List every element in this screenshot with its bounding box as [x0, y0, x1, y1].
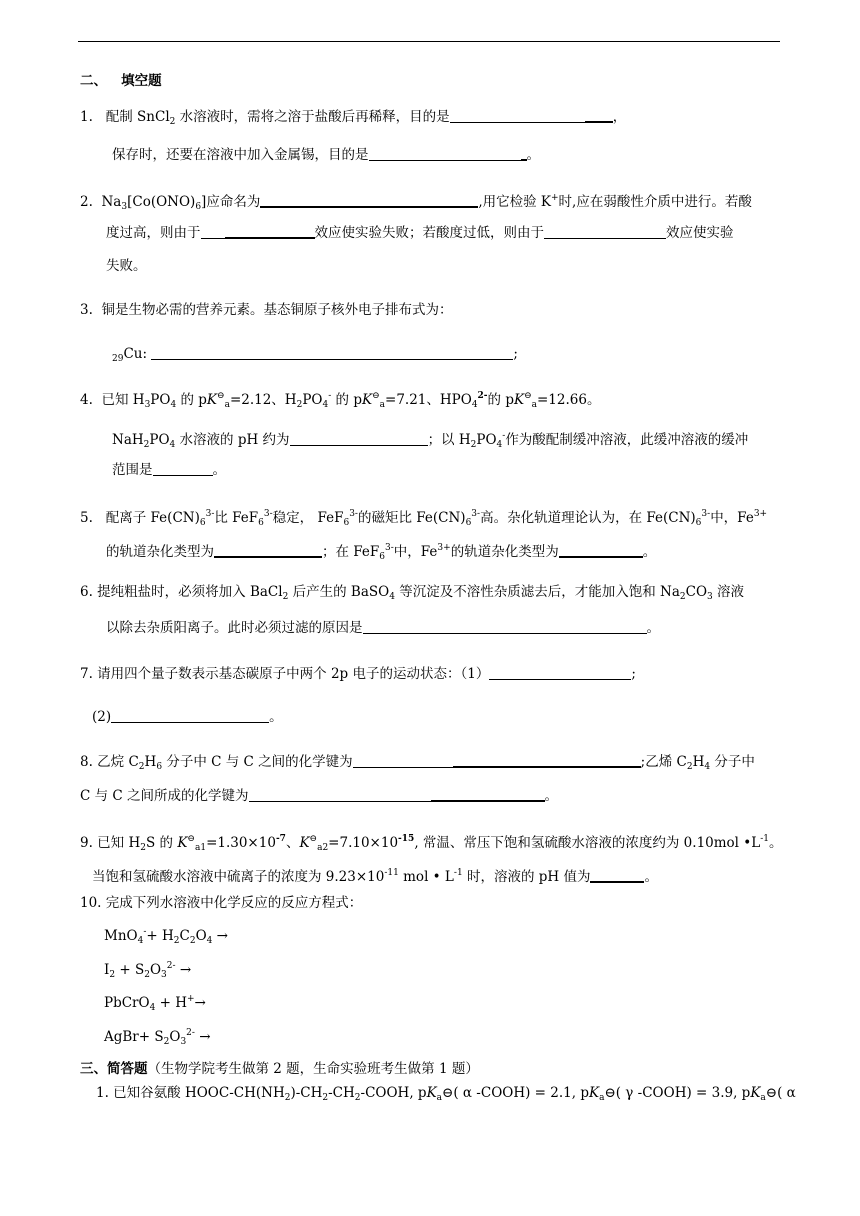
answer-blank[interactable]	[249, 787, 431, 802]
answer-blank[interactable]	[260, 192, 478, 208]
question-4-line-3: 范围是 。	[112, 462, 226, 478]
reaction-1: $MnO_4^-+ H_2C_2O_4$ →	[104, 927, 228, 946]
question-1-line-2: 保存时，还要在溶液中加入金属锡，目的是 。	[112, 147, 540, 163]
question-7-line-2: (2) 。	[92, 709, 283, 725]
reaction-4: AgBr+ $S_2O_3^{2-}$ →	[104, 1028, 211, 1047]
answer-blank[interactable]	[151, 345, 513, 360]
answer-blank[interactable]	[290, 431, 428, 446]
question-3-line-1: 3. 铜是生物必需的营养元素。基态铜原子核外电子排布式为：	[80, 302, 453, 318]
question-10-line-1: 10. 完成下列水溶液中化学反应的反应方程式：	[80, 895, 363, 911]
answer-blank[interactable]	[363, 619, 483, 634]
answer-blank[interactable]	[353, 753, 453, 768]
question-6-line-1: 6. 提纯粗盐时，必须将加入 BaCl$_2$ 后产生的 BaSO$_4$ 等沉淀及不溶性杂质滤去后，才能加入饱和 $Na_2CO_3$ 溶液	[80, 584, 745, 602]
reaction-3: PbCrO$_4$ + H+→	[104, 994, 206, 1013]
question-4-line-1: 4. 已知 $H_3PO_4$ 的 $pK^⊖_a=2.12$、$H_2PO_4^-$ 的 $pK^⊖_a=7.21$、$HPO_4^{2-}$的 $pK^⊖_a=12.66$。	[80, 391, 601, 410]
question-3-line-2: $_{29}$Cu: ;	[112, 346, 518, 364]
answer-blank[interactable]	[544, 224, 666, 239]
answer-blank[interactable]	[214, 542, 322, 558]
answer-blank[interactable]	[450, 108, 585, 123]
answer-blank[interactable]	[483, 619, 647, 634]
reaction-2: $I_2 + S_2O_3^{2-}$ →	[104, 961, 192, 980]
question-9-line-1: 9. 已知 $H_2S$ 的 $K^⊖_{a1}=1.30\times 10^{-7}$、$K^⊖_{a2}=7.10\times 10^{-15}$, 常温、常压下饱和氢硫酸水溶液的浓度约为 0.10mol $•L^{-1}$。	[80, 834, 783, 853]
question-2-line-2: 度过高，则由于 效应使实验失败；若酸度过低，则由于 效应使实验	[106, 225, 734, 241]
section-2-heading: 二、 填空题	[80, 73, 162, 89]
question-5-line-2: 的轨道杂化类型为 ；在 FeF$_6^{3-}$中，$Fe^{3+}$的轨道杂化类型为 。	[106, 543, 657, 562]
section-3-question-1: 1. 已知谷氨酸 HOOC-$CH(NH_2)-CH_2-CH_2$-COOH, $pK_a⊖$( α -COOH) = 2.1, $pK_a⊖$( γ -COOH) = 3.9, $pK_a⊖$( α	[96, 1085, 796, 1103]
question-8-line-2: C 与 C 之间所成的化学键为 。	[80, 788, 559, 804]
answer-blank[interactable]	[153, 461, 213, 476]
answer-blank[interactable]	[489, 665, 631, 680]
question-5-line-1: 5. 配离子 $Fe(CN)_6^{3-}$比 FeF$_6^{3-}$稳定， FeF$_6^{3-}$的磁矩比 $Fe(CN)_6^{3-}$高。杂化轨道理论认为，在 $Fe(CN)_6^{3-}$中，$Fe^{3+}$	[80, 509, 768, 528]
answer-blank[interactable]	[431, 786, 545, 802]
answer-blank[interactable]	[201, 224, 225, 239]
question-4-line-2: $NaH_2PO_4$ 水溶液的 pH 约为 ；以 $H_2PO_4^-$作为酸配制缓冲溶液，此缓冲溶液的缓冲	[112, 431, 749, 450]
answer-blank[interactable]	[111, 708, 269, 723]
question-2-line-1: 2. $Na_3[Co(ONO)_6]$应命名为 ,用它检验 K+时,应在弱酸性介质中进行。若酸	[80, 193, 752, 212]
answer-blank[interactable]	[559, 542, 643, 558]
answer-blank[interactable]	[585, 107, 613, 123]
question-2-line-3: 失败。	[106, 258, 147, 274]
answer-blank[interactable]	[225, 223, 315, 239]
section-3-heading: 三、简答题（生物学院考生做第 2 题，生命实验班考生做第 1 题）	[80, 1061, 479, 1077]
question-9-line-2: 当饱和氢硫酸水溶液中硫离子的浓度为 $9.23\times 10^{-11}$ mol • $L^{-1}$ 时，溶液的 pH 值为 。	[92, 868, 658, 885]
question-8-line-1: 8. 乙烷 $C_2H_6$ 分子中 C 与 C 之间的化学键为 ;乙烯 $C_2H_4$ 分子中	[80, 754, 755, 772]
question-6-line-2: 以除去杂质阳离子。此时必须过滤的原因是 。	[106, 620, 660, 636]
question-7-line-1: 7. 请用四个量子数表示基态碳原子中两个 2p 电子的运动状态：（1） ;	[80, 666, 636, 682]
answer-blank[interactable]	[369, 146, 521, 161]
question-1-line-1: 1. 配制 SnCl$_2$ 水溶液时，需将之溶于盐酸后再稀释，目的是 ，	[80, 109, 627, 127]
answer-blank[interactable]	[453, 752, 641, 768]
header-rule	[78, 41, 780, 42]
answer-blank[interactable]	[590, 867, 644, 883]
